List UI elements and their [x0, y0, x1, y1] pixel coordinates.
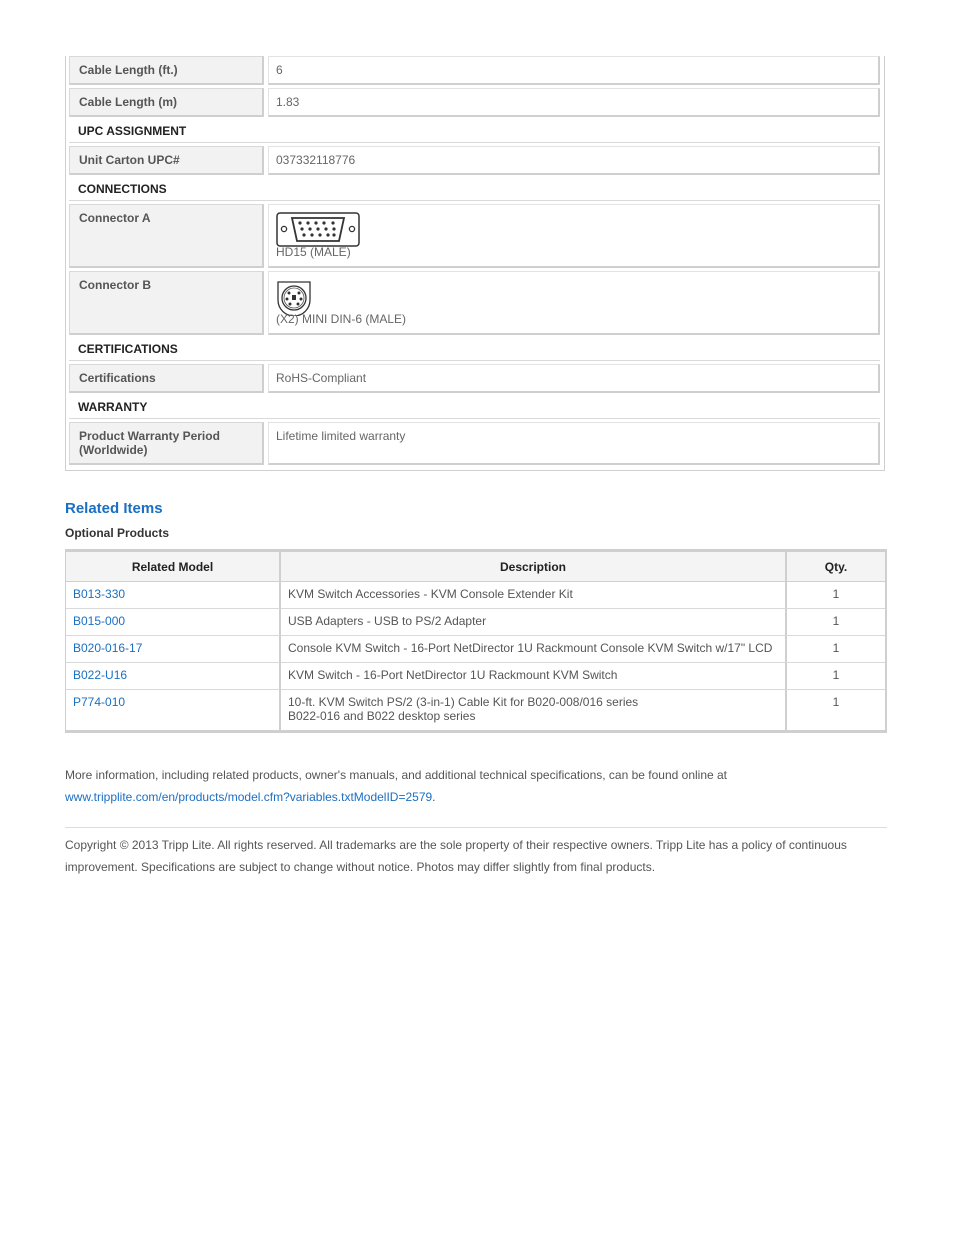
description-cell: KVM Switch Accessories - KVM Console Extender Kit — [281, 582, 787, 609]
table-row — [66, 663, 886, 690]
spec-row-connector-b — [69, 271, 880, 335]
model-link[interactable]: B020-016-17 — [66, 636, 281, 663]
spec-value — [268, 204, 880, 268]
spec-label: Cable Length (ft.) — [69, 56, 264, 85]
spec-value: RoHS-Compliant — [268, 364, 880, 393]
spec-label: Cable Length (m) — [69, 88, 264, 117]
qty-cell: 1 — [787, 609, 886, 636]
spec-value — [268, 271, 880, 335]
qty-cell: 1 — [787, 663, 886, 690]
footer-divider — [65, 827, 887, 828]
spec-value: Lifetime limited warranty — [268, 422, 880, 465]
table-row — [66, 690, 886, 732]
optional-products-title: Optional Products — [65, 526, 170, 540]
column-header-model: Related Model — [66, 552, 281, 582]
more-info-text: More information, including related products, owner's manuals, and additional technical specifications, can be found online at — [65, 768, 728, 782]
description-cell: USB Adapters - USB to PS/2 Adapter — [281, 609, 787, 636]
qty-cell: 1 — [787, 690, 886, 732]
spec-row-certifications — [69, 364, 880, 393]
section-heading-certifications: CERTIFICATIONS — [69, 338, 880, 361]
column-header-description: Description — [281, 552, 787, 582]
spec-row-unit-carton-upc — [69, 146, 880, 175]
spec-row-cable-length-m — [69, 88, 880, 117]
spec-label: Certifications — [69, 364, 264, 393]
spec-row-cable-length-ft — [69, 56, 880, 85]
spec-label: Connector B — [69, 271, 264, 335]
qty-cell: 1 — [787, 582, 886, 609]
connector-a-value: HD15 (MALE) — [276, 245, 351, 259]
spec-label: Connector A — [69, 204, 264, 268]
table-row — [66, 636, 886, 663]
section-heading-upc: UPC ASSIGNMENT — [69, 120, 880, 143]
spec-value: 6 — [268, 56, 880, 85]
description-cell: KVM Switch - 16-Port NetDirector 1U Rackmount KVM Switch — [281, 663, 787, 690]
model-link[interactable]: B022-U16 — [66, 663, 281, 690]
spec-value: 1.83 — [268, 88, 880, 117]
column-header-qty: Qty. — [787, 552, 886, 582]
related-products-table — [65, 549, 887, 733]
more-info-paragraph — [65, 764, 895, 808]
table-header-row — [66, 552, 886, 582]
mini-din6-connector-icon — [276, 278, 312, 316]
connector-b-value: (X2) MINI DIN-6 (MALE) — [276, 312, 407, 326]
table-row — [66, 609, 886, 636]
description-cell: 10-ft. KVM Switch PS/2 (3-in-1) Cable Kit for B020-008/016 series B022-016 and B022 desktop series — [281, 690, 787, 732]
specifications-table — [65, 56, 885, 471]
spec-label: Unit Carton UPC# — [69, 146, 264, 175]
description-cell: Console KVM Switch - 16-Port NetDirector 1U Rackmount Console KVM Switch w/17" LCD — [281, 636, 787, 663]
product-page-link[interactable]: www.tripplite.com/en/products/model.cfm?variables.txtModelID=2579 — [65, 790, 433, 804]
related-items-title: Related Items — [65, 500, 163, 517]
qty-cell: 1 — [787, 636, 886, 663]
hd15-connector-icon — [276, 211, 360, 249]
spec-row-warranty-period — [69, 422, 880, 465]
model-link[interactable]: P774-010 — [66, 690, 281, 732]
table-row — [66, 582, 886, 609]
section-heading-warranty: WARRANTY — [69, 396, 880, 419]
model-link[interactable]: B015-000 — [66, 609, 281, 636]
more-info-suffix: . — [432, 790, 436, 804]
spec-label: Product Warranty Period (Worldwide) — [69, 422, 264, 465]
section-heading-connections: CONNECTIONS — [69, 178, 880, 201]
model-link[interactable]: B013-330 — [66, 582, 281, 609]
copyright-notice: Copyright © 2013 Tripp Lite. All rights reserved. All trademarks are the sole property of their respective owners. Tripp Lite has a policy of continuous improvement. Specifications are subject to change without notice. Photos may differ slightly from final products. — [65, 838, 847, 874]
spec-value: 037332118776 — [268, 146, 880, 175]
spec-row-connector-a — [69, 204, 880, 268]
